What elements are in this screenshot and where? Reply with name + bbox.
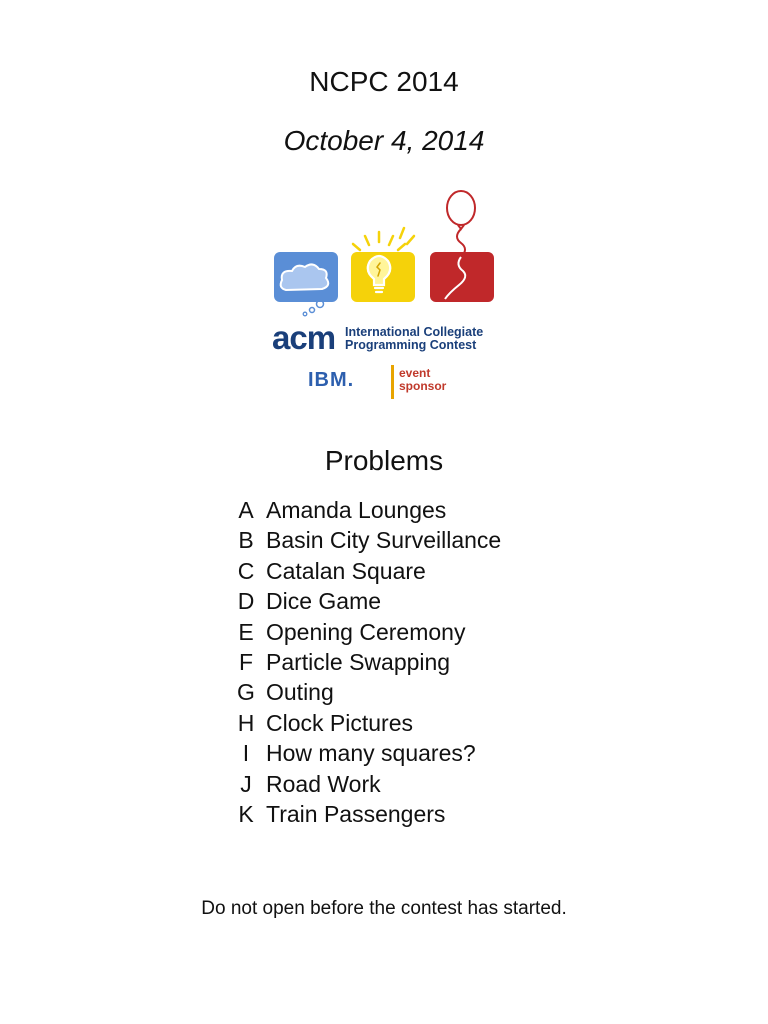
problem-row: [226, 677, 501, 707]
contest-date: October 4, 2014: [283, 125, 485, 156]
ibm-logo: IBM.: [308, 369, 355, 391]
problem-row: [226, 799, 501, 829]
light-rays-icon: [353, 228, 414, 250]
problem-letter: B: [238, 527, 254, 554]
problem-name: Dice Game: [266, 588, 382, 615]
problem-letter: H: [237, 709, 255, 736]
problem-row: [226, 617, 501, 647]
acm-wordmark: acm: [272, 319, 336, 356]
problem-name: Opening Ceremony: [266, 618, 466, 645]
balloon-icon: [447, 191, 475, 257]
problem-letter: C: [237, 557, 255, 584]
problem-letter: D: [237, 588, 255, 615]
event-sponsor-label: [399, 367, 446, 393]
problems-heading: Problems: [324, 445, 444, 476]
problem-name: How many squares?: [266, 740, 476, 767]
problem-row: [226, 769, 501, 799]
problem-row: [226, 556, 501, 586]
problem-row: [226, 708, 501, 738]
problem-name: Particle Swapping: [266, 648, 451, 675]
problem-row: [226, 647, 501, 677]
sponsor-divider: [391, 365, 394, 399]
problem-name: Road Work: [266, 770, 381, 797]
problem-name: Outing: [266, 679, 334, 706]
icpc-line-1: International Collegiate: [345, 325, 484, 339]
problem-name: Amanda Lounges: [266, 497, 447, 523]
red-square-icon: [430, 252, 494, 302]
problem-letter: G: [237, 679, 255, 706]
problem-letter: K: [238, 800, 254, 827]
problem-list: [226, 495, 501, 829]
do-not-open-notice: Do not open before the contest has started.: [201, 898, 567, 919]
contest-title: NCPC 2014: [309, 66, 459, 97]
problem-letter: J: [240, 770, 252, 797]
problem-letter: F: [238, 648, 254, 675]
problem-row: [226, 586, 501, 616]
problem-row: [226, 495, 501, 525]
problem-letter: E: [238, 618, 254, 645]
problem-name: Basin City Surveillance: [266, 527, 502, 554]
sponsor-line-1: event: [399, 366, 431, 380]
icpc-logo: [268, 188, 508, 410]
problem-letter: I: [242, 740, 250, 767]
problem-name: Catalan Square: [266, 557, 426, 584]
problem-name: Train Passengers: [266, 800, 446, 827]
sponsor-line-2: sponsor: [399, 379, 447, 393]
problem-row: [226, 738, 501, 768]
icpc-name: [345, 326, 483, 352]
problem-row: [226, 525, 501, 555]
problem-name: Clock Pictures: [266, 709, 413, 736]
icpc-line-2: Programming Contest: [345, 338, 477, 352]
problem-letter: A: [238, 497, 254, 523]
icpc-logo-graphic: [268, 188, 508, 318]
